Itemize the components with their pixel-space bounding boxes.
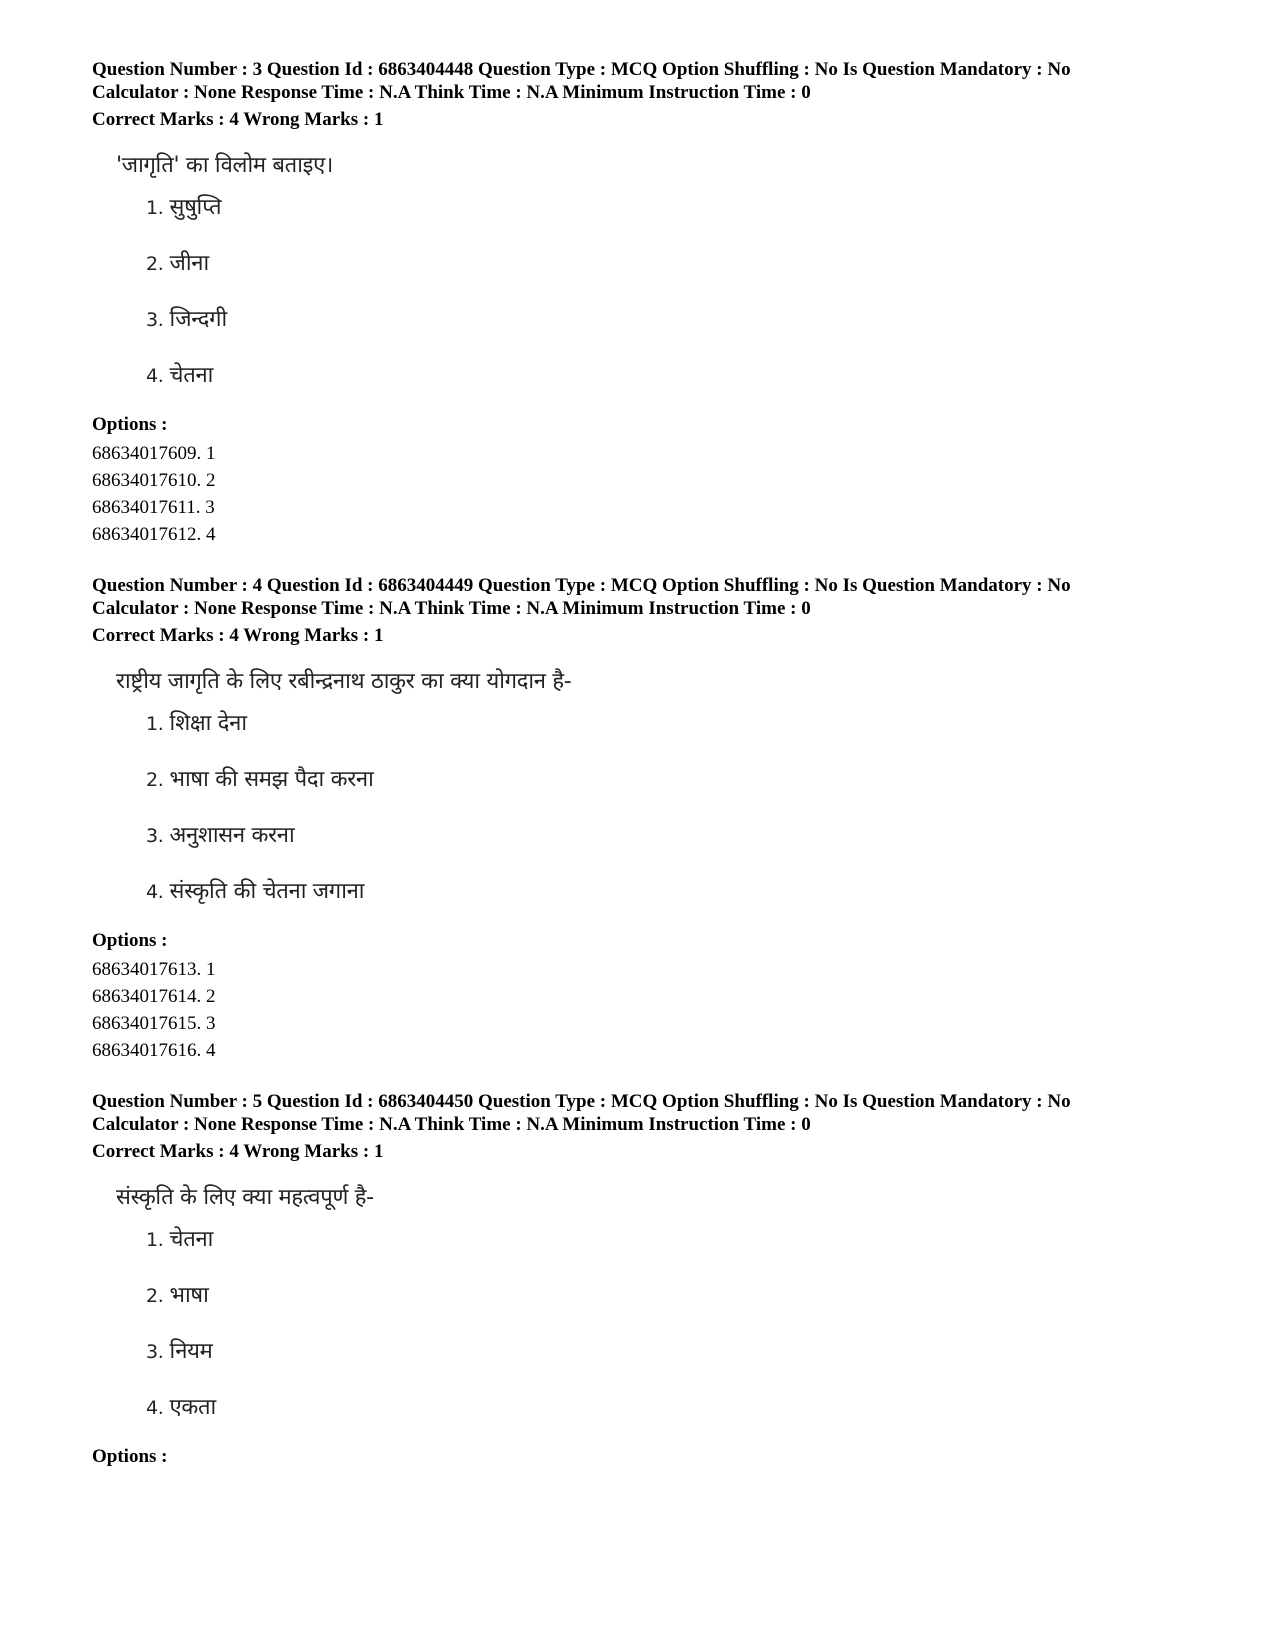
question-meta-line-2: Calculator : None Response Time : N.A Think Time : N.A Minimum Instruction Time : 0 — [92, 82, 811, 103]
option-id-row: 68634017616. 4 — [92, 1040, 216, 1061]
choice-item — [146, 1393, 1212, 1423]
choice-text: शिक्षा देना — [169, 711, 247, 736]
question-meta-line-1: Question Number : 5 Question Id : 6863404450 Question Type : MCQ Option Shuffling : No Is Question Mandatory : No — [92, 1091, 1071, 1112]
question-block-4 — [92, 574, 1212, 1064]
option-id-row: 68634017615. 3 — [92, 1013, 216, 1034]
choice-item — [146, 1225, 1212, 1255]
choice-list — [146, 709, 1212, 907]
choice-item — [146, 877, 1212, 907]
choice-number: 4. — [146, 1397, 164, 1419]
option-id-row: 68634017614. 2 — [92, 986, 216, 1007]
question-block-3 — [92, 58, 1212, 548]
choice-item — [146, 305, 1212, 335]
option-id-row: 68634017612. 4 — [92, 524, 216, 545]
choice-text: भाषा — [169, 1283, 209, 1308]
choice-text: जीना — [169, 251, 209, 276]
choice-text: चेतना — [169, 1227, 214, 1252]
choice-text: भाषा की समझ पैदा करना — [169, 767, 374, 792]
choice-number: 4. — [146, 881, 164, 903]
choice-number: 3. — [146, 309, 164, 331]
question-paper-page — [92, 58, 1212, 1468]
question-marks-line: Correct Marks : 4 Wrong Marks : 1 — [92, 109, 384, 130]
choice-number: 3. — [146, 1341, 164, 1363]
option-id-row: 68634017611. 3 — [92, 497, 215, 518]
choice-number: 1. — [146, 197, 164, 219]
question-block-5 — [92, 1090, 1212, 1468]
choice-number: 1. — [146, 1229, 164, 1251]
question-marks-line: Correct Marks : 4 Wrong Marks : 1 — [92, 625, 384, 646]
choice-text: एकता — [169, 1395, 216, 1420]
question-meta-line-1: Question Number : 3 Question Id : 6863404448 Question Type : MCQ Option Shuffling : No Is Question Mandatory : No — [92, 59, 1071, 80]
choice-number: 3. — [146, 825, 164, 847]
options-label: Options : — [92, 1446, 168, 1467]
choice-number: 2. — [146, 1285, 164, 1307]
choice-item — [146, 361, 1212, 391]
options-label: Options : — [92, 414, 168, 435]
option-id-list — [92, 956, 1212, 1064]
options-label: Options : — [92, 930, 168, 951]
choice-number: 2. — [146, 769, 164, 791]
question-meta-line-1: Question Number : 4 Question Id : 6863404449 Question Type : MCQ Option Shuffling : No Is Question Mandatory : No — [92, 575, 1071, 596]
choice-text: संस्कृति की चेतना जगाना — [169, 879, 365, 904]
question-text: संस्कृति के लिए क्या महत्वपूर्ण है- — [116, 1185, 374, 1210]
choice-item — [146, 821, 1212, 851]
choice-item — [146, 249, 1212, 279]
option-id-row: 68634017610. 2 — [92, 470, 216, 491]
choice-number: 2. — [146, 253, 164, 275]
choice-text: नियम — [169, 1339, 213, 1364]
choice-list — [146, 1225, 1212, 1423]
choice-text: चेतना — [169, 363, 214, 388]
choice-text: सुषुप्ति — [169, 195, 222, 220]
choice-number: 4. — [146, 365, 164, 387]
choice-item — [146, 193, 1212, 223]
option-id-row: 68634017609. 1 — [92, 443, 216, 464]
choice-text: जिन्दगी — [169, 307, 227, 332]
option-id-list — [92, 440, 1212, 548]
question-meta-line-2: Calculator : None Response Time : N.A Think Time : N.A Minimum Instruction Time : 0 — [92, 1114, 811, 1135]
question-meta-line-2: Calculator : None Response Time : N.A Think Time : N.A Minimum Instruction Time : 0 — [92, 598, 811, 619]
choice-item — [146, 1337, 1212, 1367]
question-text: 'जागृति' का विलोम बताइए। — [116, 153, 334, 178]
option-id-row: 68634017613. 1 — [92, 959, 216, 980]
question-text: राष्ट्रीय जागृति के लिए रबीन्द्रनाथ ठाकुर का क्या योगदान है- — [116, 669, 572, 694]
question-marks-line: Correct Marks : 4 Wrong Marks : 1 — [92, 1141, 384, 1162]
choice-text: अनुशासन करना — [169, 823, 295, 848]
choice-item — [146, 765, 1212, 795]
choice-item — [146, 709, 1212, 739]
choice-number: 1. — [146, 713, 164, 735]
choice-item — [146, 1281, 1212, 1311]
choice-list — [146, 193, 1212, 391]
